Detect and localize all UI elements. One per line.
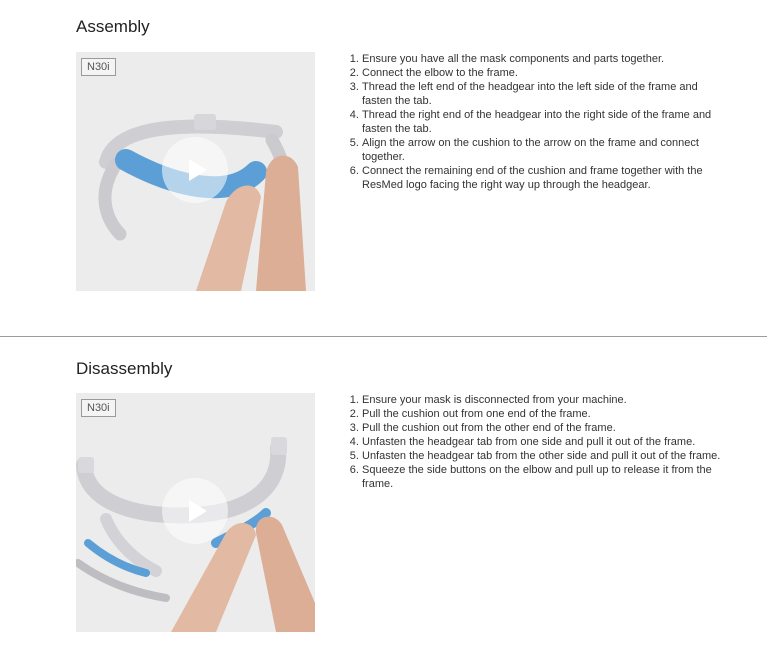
disassembly-step: 6. Squeeze the side buttons on the elbow and pull up to release it from the frame.	[362, 463, 724, 491]
assembly-video[interactable]	[76, 52, 315, 291]
disassembly-step: 4. Unfasten the headgear tab from one side and pull it out of the frame.	[362, 435, 724, 449]
disassembly-step: 3. Pull the cushion out from the other end of the frame.	[362, 421, 724, 435]
assembly-step: 4. Thread the right end of the headgear into the right side of the frame and fasten the tab.	[362, 108, 724, 136]
play-icon	[162, 137, 228, 203]
assembly-title: Assembly	[76, 17, 150, 36]
play-icon	[162, 478, 228, 544]
assembly-step: 1. Ensure you have all the mask components and parts together.	[362, 52, 724, 66]
disassembly-model-badge: N30i	[81, 399, 116, 417]
disassembly-steps	[348, 393, 724, 491]
disassembly-step: 1. Ensure your mask is disconnected from your machine.	[362, 393, 724, 407]
assembly-play-button[interactable]	[162, 137, 228, 203]
assembly-step: 3. Thread the left end of the headgear into the left side of the frame and fasten the tab.	[362, 80, 724, 108]
section-divider	[0, 336, 767, 337]
assembly-model-badge: N30i	[81, 58, 116, 76]
assembly-steps	[348, 52, 724, 192]
disassembly-step: 2. Pull the cushion out from one end of the frame.	[362, 407, 724, 421]
disassembly-video[interactable]	[76, 393, 315, 632]
disassembly-step: 5. Unfasten the headgear tab from the other side and pull it out of the frame.	[362, 449, 724, 463]
disassembly-play-button[interactable]	[162, 478, 228, 544]
disassembly-title: Disassembly	[76, 359, 173, 378]
assembly-step: 6. Connect the remaining end of the cushion and frame together with the ResMed logo facing the right way up through the headgear.	[362, 164, 724, 192]
assembly-step: 5. Align the arrow on the cushion to the arrow on the frame and connect together.	[362, 136, 724, 164]
assembly-step: 2. Connect the elbow to the frame.	[362, 66, 724, 80]
